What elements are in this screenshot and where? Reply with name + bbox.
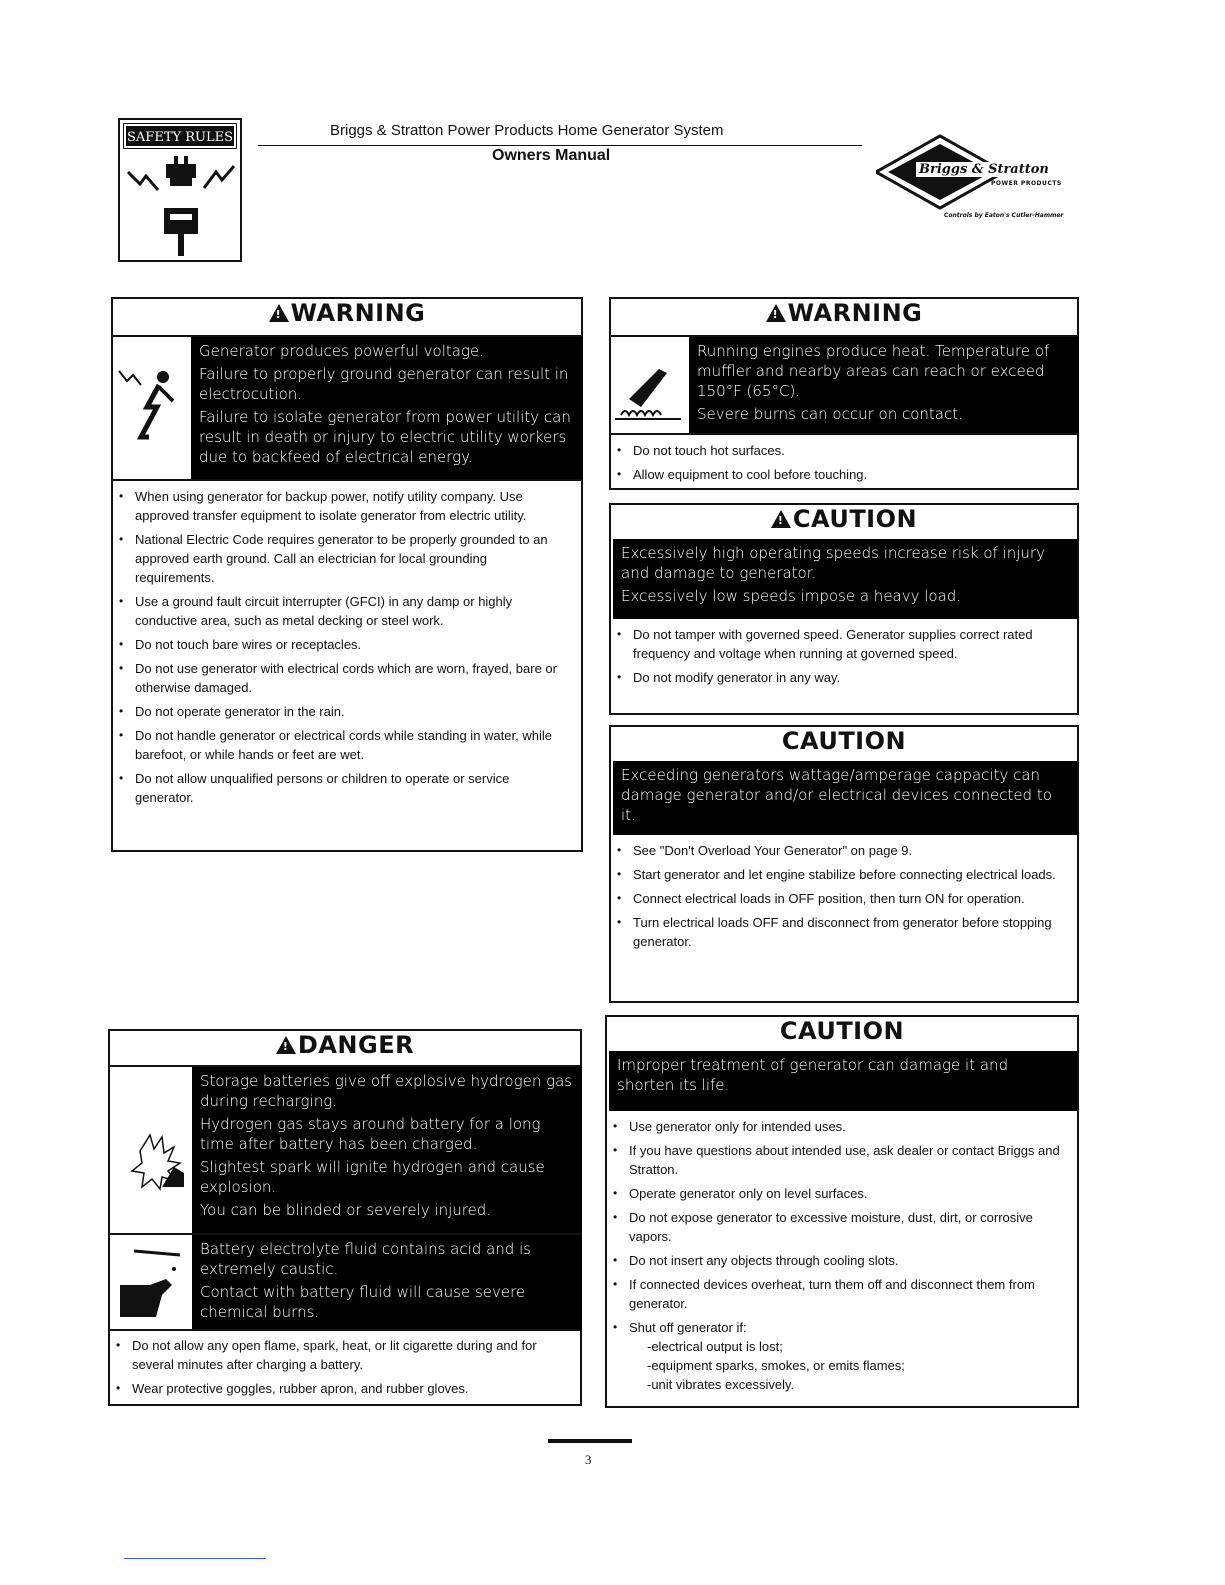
alert-triangle-icon	[269, 304, 289, 322]
acid-hazard-band	[192, 1235, 582, 1329]
hazard-text: Excessively high operating speeds increase risk of injury and damage to generator.	[621, 544, 1045, 582]
list-item: • Allow equipment to cool before touching.	[613, 465, 1063, 484]
hazard-text: Slightest spark will ignite hydrogen and cause explosion.	[200, 1158, 545, 1196]
list-item: • If you have questions about intended use, ask dealer or contact Briggs and Stratton.	[609, 1141, 1067, 1179]
list-item: • Do not handle generator or electrical cords while standing in water, while barefoot, or while hands or feet are wet.	[115, 726, 565, 764]
overload-safety-list	[613, 841, 1063, 956]
list-item: • Use generator only for intended uses.	[609, 1117, 1067, 1136]
list-item: • Do not operate generator in the rain.	[115, 702, 565, 721]
list-item: • If connected devices overheat, turn them off and disconnect them from generator.	[609, 1275, 1067, 1313]
list-item: • Turn electrical loads OFF and disconnect from generator before stopping generator.	[613, 913, 1063, 951]
burn-icon-cell	[611, 337, 689, 433]
list-item: • Start generator and let engine stabilize before connecting electrical loads.	[613, 865, 1063, 884]
speed-hazard-band	[613, 539, 1077, 619]
list-item: • Connect electrical loads in OFF position, then turn ON for operation.	[613, 889, 1063, 908]
list-item: • Use a ground fault circuit interrupter (GFCI) in any damp or highly conductive area, such as metal decking or steel work.	[115, 592, 565, 630]
list-item: • Do not allow any open flame, spark, heat, or lit cigarette during and for several minutes after charging a battery.	[112, 1336, 567, 1374]
caution-treatment-panel	[605, 1015, 1079, 1408]
list-item: • Do not touch bare wires or receptacles.	[115, 635, 565, 654]
overload-hazard-band	[613, 761, 1077, 835]
list-item: • Operate generator only on level surfaces.	[609, 1184, 1067, 1203]
acid-icon-cell	[110, 1235, 192, 1329]
list-item: • National Electric Code requires generator to be properly grounded to an approved earth ground. Call an electrician for local grounding requirements.	[115, 530, 565, 587]
logo-subtext: POWER PRODUCTS	[991, 180, 1062, 187]
caution-overload-panel	[609, 725, 1079, 1003]
bottom-link-underline	[124, 1558, 266, 1559]
electrocution-icon-cell	[113, 337, 191, 479]
list-item: • Do not insert any objects through cooling slots.	[609, 1251, 1067, 1270]
electric-safety-list	[115, 487, 565, 812]
hazard-text: Storage batteries give off explosive hydrogen gas during recharging.	[200, 1072, 573, 1110]
electric-plug-icon	[126, 152, 236, 258]
warning-electric-panel	[111, 297, 583, 852]
page-number-bar	[548, 1439, 632, 1443]
sub-list-item: -electrical output is lost;	[647, 1339, 783, 1354]
danger-battery-panel	[108, 1029, 582, 1406]
list-item: • Shut off generator if:	[609, 1318, 1067, 1337]
hazard-text: Failure to properly ground generator can result in electrocution.	[199, 365, 569, 403]
hazard-text: You can be blinded or severely injured.	[200, 1201, 492, 1219]
battery-safety-list	[112, 1336, 567, 1403]
hazard-text: Severe burns can occur on contact.	[697, 405, 963, 423]
hazard-text: Contact with battery fluid will cause severe chemical burns.	[200, 1283, 526, 1321]
list-item: • Do not tamper with governed speed. Generator supplies correct rated frequency and voltage when running at governed speed.	[613, 625, 1075, 663]
hot-surface-hand-icon	[611, 337, 689, 433]
explosion-icon-cell	[110, 1067, 192, 1233]
hazard-text: Exceeding generators wattage/amperage cappacity can damage generator and/or electrical devices connected to it.	[621, 766, 1052, 824]
hazard-text: Failure to isolate generator from power utility can result in death or injury to electric utility workers due to backfeed of electrical energy.	[199, 408, 571, 466]
warning-title: !WARNING	[113, 299, 581, 327]
safety-rules-label: SAFETY RULES	[124, 124, 236, 148]
briggs-stratton-logo	[876, 132, 1076, 222]
list-item: • Do not touch hot surfaces.	[613, 441, 1063, 460]
battery-explosion-icon	[110, 1067, 192, 1233]
logo-name: Briggs & Stratton	[916, 162, 1052, 177]
acid-burn-hand-icon	[110, 1235, 192, 1329]
hazard-text: Improper treatment of generator can damage it and shorten its life.	[617, 1056, 1009, 1094]
sub-list-item: -unit vibrates excessively.	[647, 1377, 795, 1392]
caution-title: !CAUTION	[611, 505, 1077, 533]
warning-heat-panel	[609, 297, 1079, 490]
logo-footnote: Controls by Eaton's Cutler-Hammer	[944, 212, 1064, 219]
caution-title: CAUTION	[779, 1017, 905, 1045]
heat-safety-list	[613, 441, 1063, 489]
treatment-safety-list	[609, 1117, 1067, 1394]
hazard-text: Excessively low speeds impose a heavy load.	[621, 587, 962, 605]
page-number: 3	[585, 1452, 592, 1467]
list-item: • Do not use generator with electrical cords which are worn, frayed, bare or otherwise damaged.	[115, 659, 565, 697]
safety-rules-emblem	[118, 118, 242, 262]
sub-list-item: -equipment sparks, smokes, or emits flames;	[647, 1358, 905, 1373]
hazard-text: Hydrogen gas stays around battery for a long time after battery has been charged.	[200, 1115, 541, 1153]
heat-hazard-band	[689, 337, 1079, 433]
gas-hazard-band	[192, 1067, 582, 1233]
list-item: • Do not modify generator in any way.	[613, 668, 1075, 687]
header-subtitle: Owners Manual	[492, 147, 611, 164]
hazard-text: Generator produces powerful voltage.	[199, 342, 484, 360]
list-item: • Do not expose generator to excessive moisture, dust, dirt, or corrosive vapors.	[609, 1208, 1067, 1246]
danger-title: !DANGER	[110, 1031, 580, 1059]
list-item: • See "Don't Overload Your Generator" on page 9.	[613, 841, 1063, 860]
electric-hazard-band	[191, 337, 583, 479]
hazard-text: Battery electrolyte fluid contains acid and is extremely caustic.	[200, 1240, 532, 1278]
caution-speed-panel	[609, 503, 1079, 715]
list-item: • Do not allow unqualified persons or children to operate or service generator.	[115, 769, 565, 807]
hazard-text: Running engines produce heat. Temperature of muffler and nearby areas can reach or exceed 150°F (65°C).	[697, 342, 1050, 400]
list-item: • Wear protective goggles, rubber apron, and rubber gloves.	[112, 1379, 567, 1398]
list-item: • When using generator for backup power, notify utility company. Use approved transfer equipment to isolate generator from electric utility.	[115, 487, 565, 525]
speed-safety-list	[613, 625, 1075, 692]
header-title: Briggs & Stratton Power Products Home Generator System	[330, 122, 724, 139]
alert-triangle-icon	[276, 1036, 296, 1054]
warning-title: !WARNING	[611, 299, 1077, 327]
alert-triangle-icon	[771, 510, 791, 528]
header-rule	[258, 145, 862, 146]
caution-title: CAUTION	[781, 727, 907, 755]
treatment-hazard-band	[609, 1051, 1077, 1111]
electrocution-icon	[113, 337, 191, 479]
alert-triangle-icon	[766, 304, 786, 322]
